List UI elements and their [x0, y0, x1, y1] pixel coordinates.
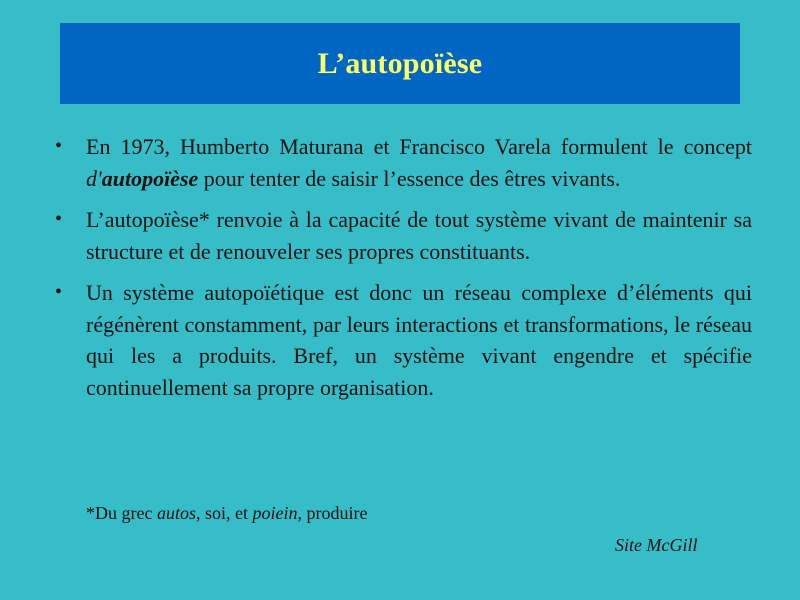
bullet-list: [50, 131, 752, 413]
footnote-term-autos: autos: [156, 503, 196, 523]
bullet-item-3: [50, 277, 752, 403]
bullet-1-text-end: pour tenter de saisir l’essence des êtres vivants.: [198, 165, 621, 191]
bullet-1-text-start: En 1973, Humberto Maturana et Francisco Varela formulent le concept: [86, 134, 752, 159]
bullet-1-bold-term: autopoïèse: [101, 165, 199, 191]
bullet-3-text: Un système autopoïétique est donc un réseau complexe d’éléments qui régénèrent constamment, par leurs interactions et transformations, le réseau qui les a produits. Bref, un système vivant engendre et spécifie continuellement sa propre organisation.: [86, 280, 752, 400]
slide-title: L’autopoïèse: [317, 46, 483, 80]
title-bar: [60, 23, 740, 104]
bullet-2-text: L’autopoïèse* renvoie à la capacité de tout système vivant de maintenir sa structure et de renouveler ses propres constituants.: [86, 207, 752, 264]
bullet-1-italic-prefix: d': [86, 165, 102, 191]
bullet-marker: •: [55, 208, 63, 230]
bullet-marker: •: [55, 135, 63, 157]
bullet-item-2: [50, 204, 752, 267]
bullet-marker: •: [55, 281, 63, 303]
footnote: *Du grec autos, soi, et poiein, produire: [86, 503, 368, 523]
source-credit: Site McGill: [615, 535, 698, 555]
bullet-item-1: [50, 131, 752, 194]
footnote-term-poiein: poiein: [252, 503, 298, 523]
